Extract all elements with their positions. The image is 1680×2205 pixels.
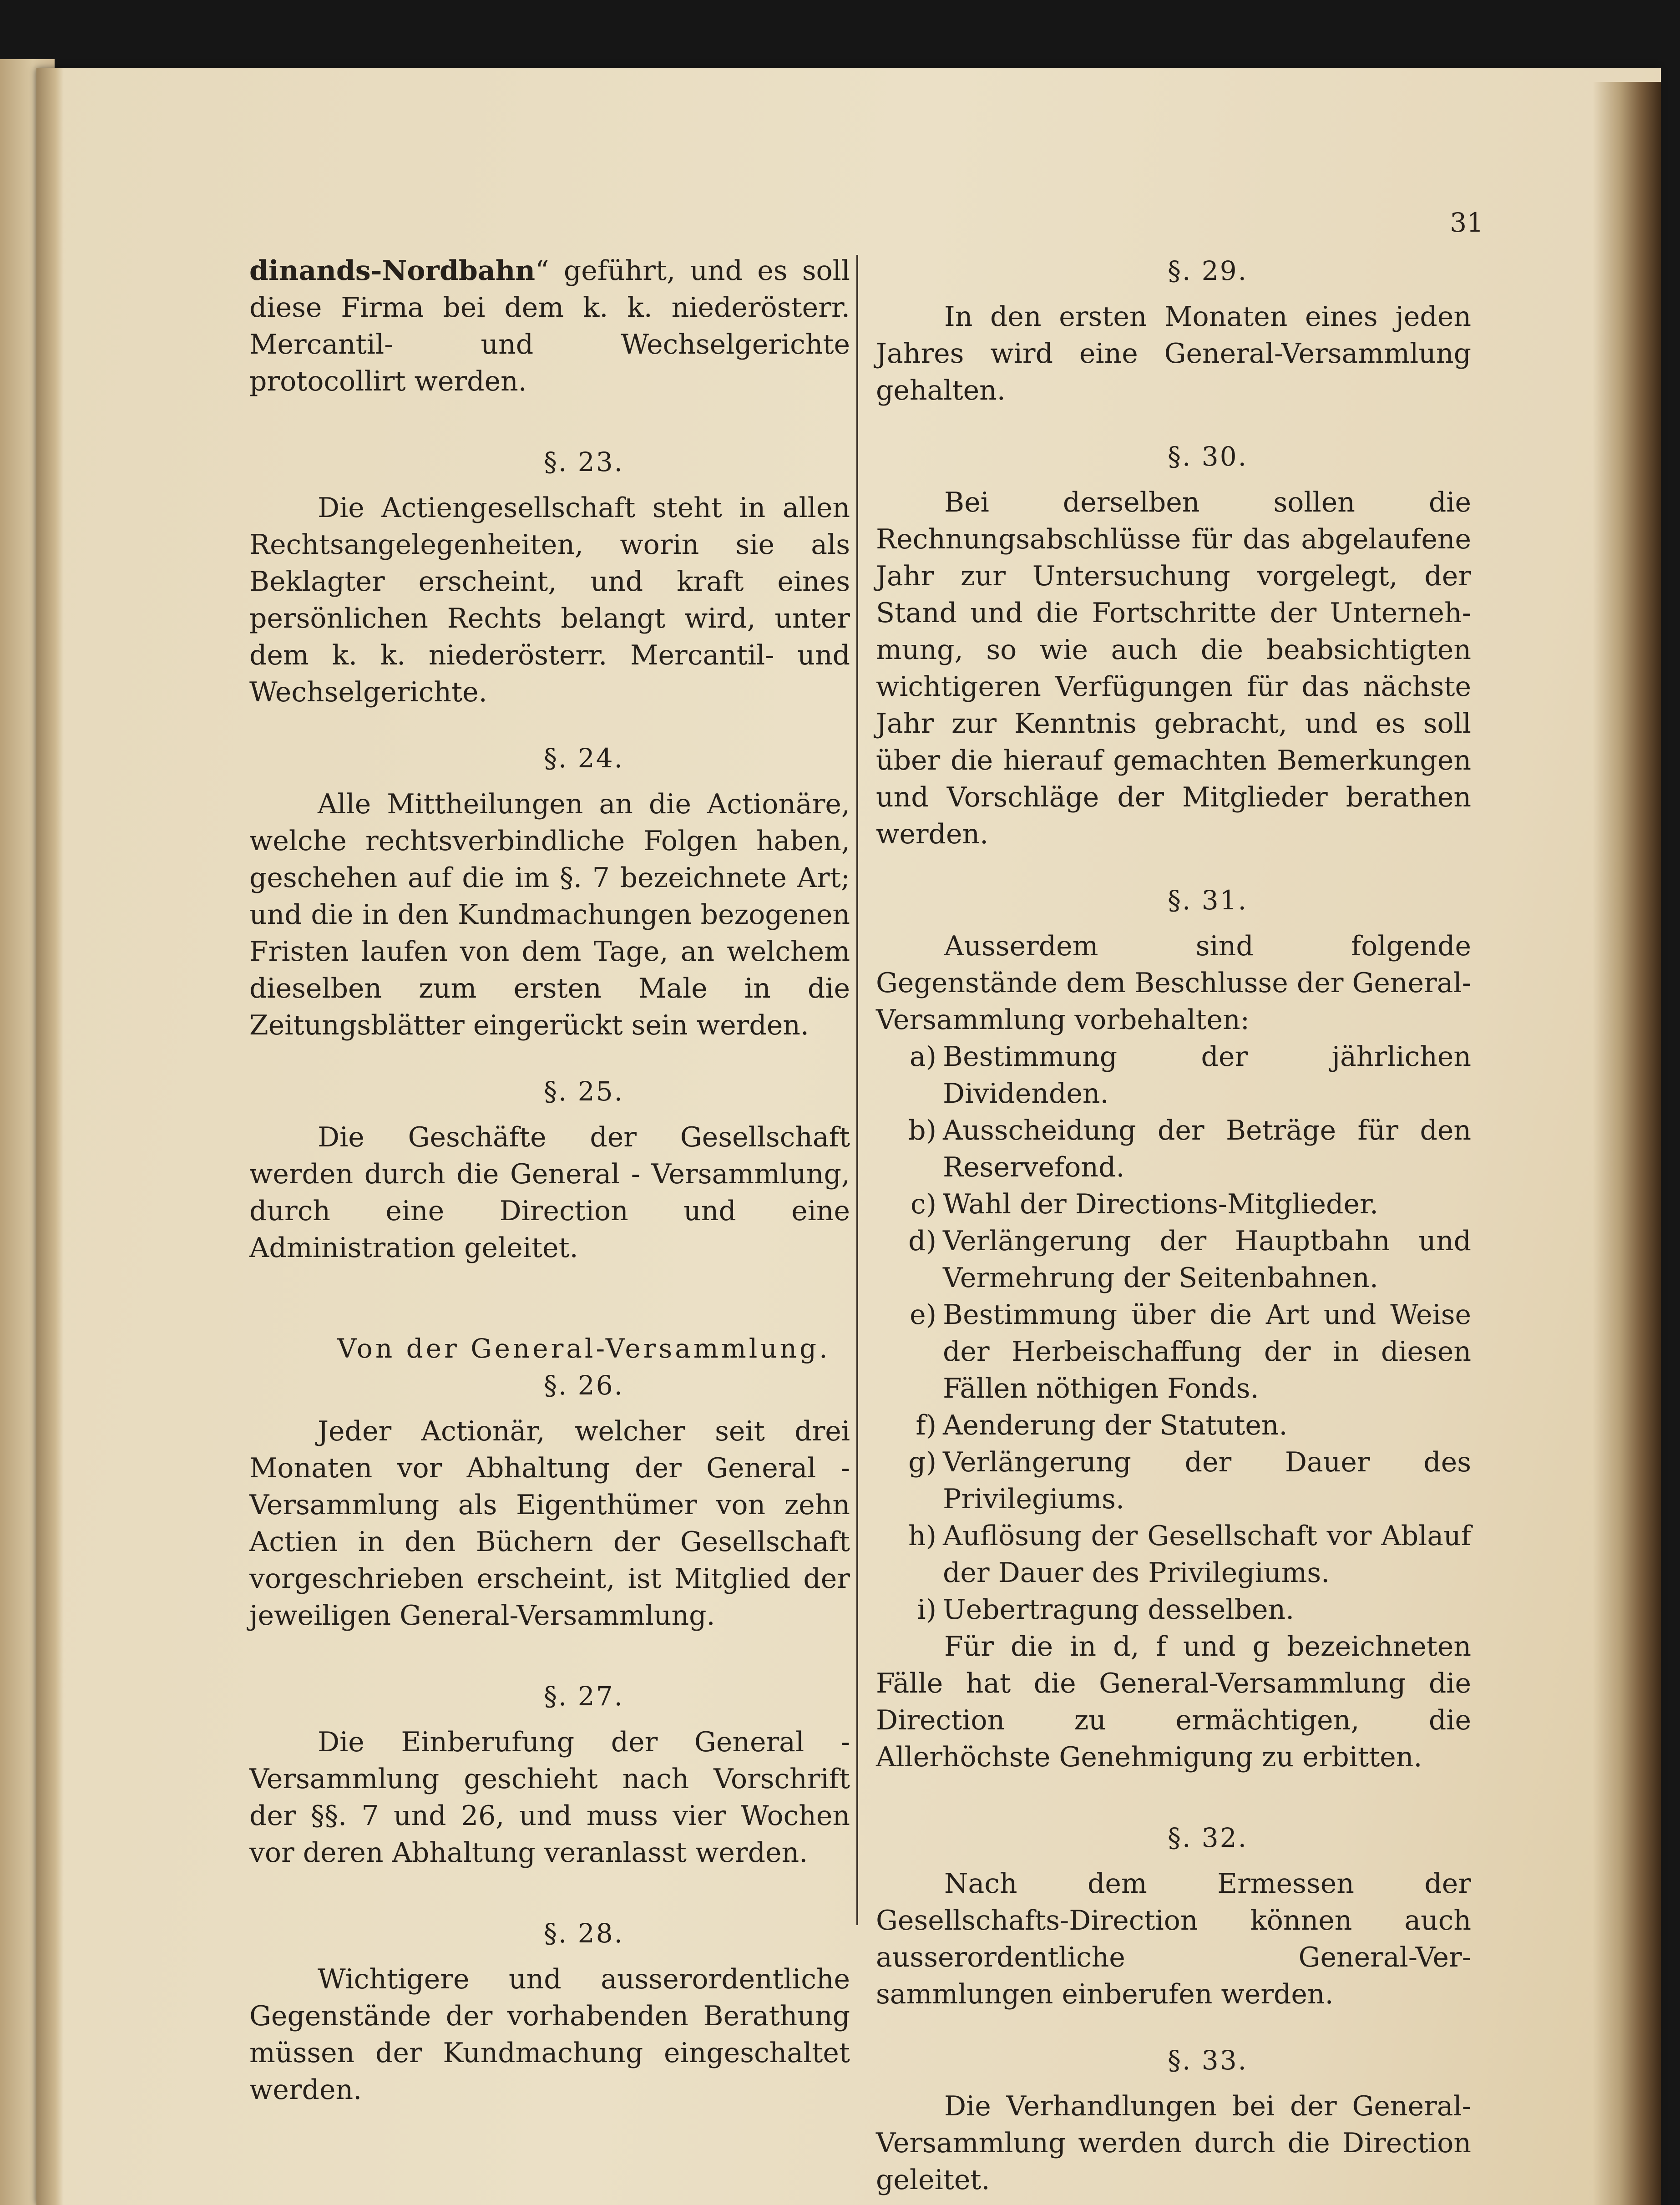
list-item: b) Ausscheidung der Beträge für den Reservefond. [908, 1115, 1471, 1183]
section-31-heading: §. 31. [1167, 885, 1248, 916]
list-item: e) Bestimmung über die Art und Weise der Herbeischaffung der in diesen Fällen nöthigen Fonds. [910, 1299, 1471, 1404]
section-24-text: Alle Mittheilungen an die Actionäre, welche rechtsverbindliche Folgen haben, geschehen auf die im §. 7 bezeichnete Art; und die in den Kundmachungen bezogenen Fristen laufen von dem Tage, an welchem dieselben zum ersten Male in die Zeitungsblätter eingerückt sein werden. [249, 788, 850, 1041]
section-26-heading: §. 26. [543, 1370, 624, 1401]
list-item: a) Bestimmung der jährlichen Dividenden. [909, 1041, 1471, 1110]
section-27-heading: §. 27. [543, 1681, 624, 1712]
intro-paragraph [249, 253, 850, 400]
intro-bold: dinands-Nordbahn [249, 255, 536, 287]
section-31-list [876, 1039, 1471, 1628]
intro-rest: “ geführt, und es soll diese Firma bei dem k. k. niederösterr. Mercantil- und Wechselgerichte protocollirt werden. [249, 255, 850, 397]
section-28-text: Wichtigere und ausserordentliche Gegenstände der vorhabenden Berathung müssen der Kundmachung eingeschaltet werden. [249, 1963, 850, 2106]
section-25-heading: §. 25. [543, 1076, 624, 1107]
page-number: 31 [1450, 207, 1483, 238]
section-33-text: Die Verhandlungen bei der General-Versammlung werden durch die Direction geleitet. [876, 2090, 1471, 2196]
list-item: d) Verlängerung der Hauptbahn und Vermehrung der Seitenbahnen. [908, 1225, 1471, 1294]
section-33-heading: §. 33. [1167, 2045, 1248, 2076]
list-item: h) Auflösung der Gesellschaft vor Ablauf der Dauer des Privilegiums. [908, 1520, 1471, 1589]
page-right-edge [1593, 82, 1661, 2205]
section-27-text: Die Einberufung der General - Versammlung geschieht nach Vorschrift der §§. 7 und 26, und muss vier Wochen vor deren Abhaltung veranlasst werden. [249, 1726, 850, 1869]
section-25-text: Die Geschäfte der Gesellschaft werden durch die General - Versammlung, durch eine Direction und eine Administration geleitet. [249, 1121, 850, 1264]
section-29-text: In den ersten Monaten eines jeden Jahres wird eine General-Versammlung gehalten. [876, 301, 1471, 406]
section-24-heading: §. 24. [543, 743, 624, 774]
section-32-heading: §. 32. [1167, 1822, 1248, 1853]
section-30-heading: §. 30. [1167, 441, 1248, 472]
section-31-closing: Für die in d, f und g bezeichneten Fälle hat die General-Versammlung die Direction zu ermächtigen, die Allerhöchste Genehmigung zu erbitten. [876, 1631, 1471, 1773]
column-divider [856, 255, 858, 1925]
section-title-general-assembly: Von der General-Versammlung. [337, 1333, 830, 1364]
section-26-text: Jeder Actionär, welcher seit drei Monaten vor Abhaltung der General - Versammlung als Eigenthümer von zehn Actien in den Büchern der Gesellschaft vorgeschrieben erscheint, ist Mitglied der jeweiligen General-Versammlung. [249, 1415, 850, 1632]
list-item: f) Aenderung der Statuten. [916, 1409, 1288, 1441]
right-column [876, 253, 1471, 2199]
section-32-text: Nach dem Ermessen der Gesellschafts-Direction können auch ausserordentliche General-Versammlungen einberufen werden. [876, 1868, 1471, 2010]
section-23-heading: §. 23. [543, 446, 624, 477]
section-29-heading: §. 29. [1167, 255, 1248, 286]
section-23-text: Die Actiengesellschaft steht in allen Rechtsangelegenheiten, worin sie als Beklagter erscheint, und kraft eines persönlichen Rechts belangt wird, unter dem k. k. niederösterr. Mercantil- und Wechselgerichte. [249, 492, 850, 708]
section-28-heading: §. 28. [543, 1918, 624, 1949]
section-30-text: Bei derselben sollen die Rechnungsabschlüsse für das abgelaufene Jahr zur Untersuchung vorgelegt, der Stand und die Fortschritte der Unternehmung, so wie auch die beabsichtigten wichtigeren Verfügungen für das nächste Jahr zur Kenntnis gebracht, und es soll über die hierauf gemachten Bemerkungen und Vorschläge der Mitglieder berathen werden. [876, 487, 1471, 850]
list-item: g) Verlängerung der Dauer des Privilegiums. [908, 1446, 1471, 1515]
section-31-intro: Ausserdem sind folgende Gegenstände dem Beschlusse der General-Versammlung vorbehalten: [876, 930, 1471, 1036]
list-item: c) Wahl der Directions-Mitglieder. [910, 1188, 1379, 1220]
list-item: i) Uebertragung desselben. [917, 1594, 1295, 1626]
page-gutter [36, 68, 64, 2205]
left-column [249, 253, 850, 2109]
